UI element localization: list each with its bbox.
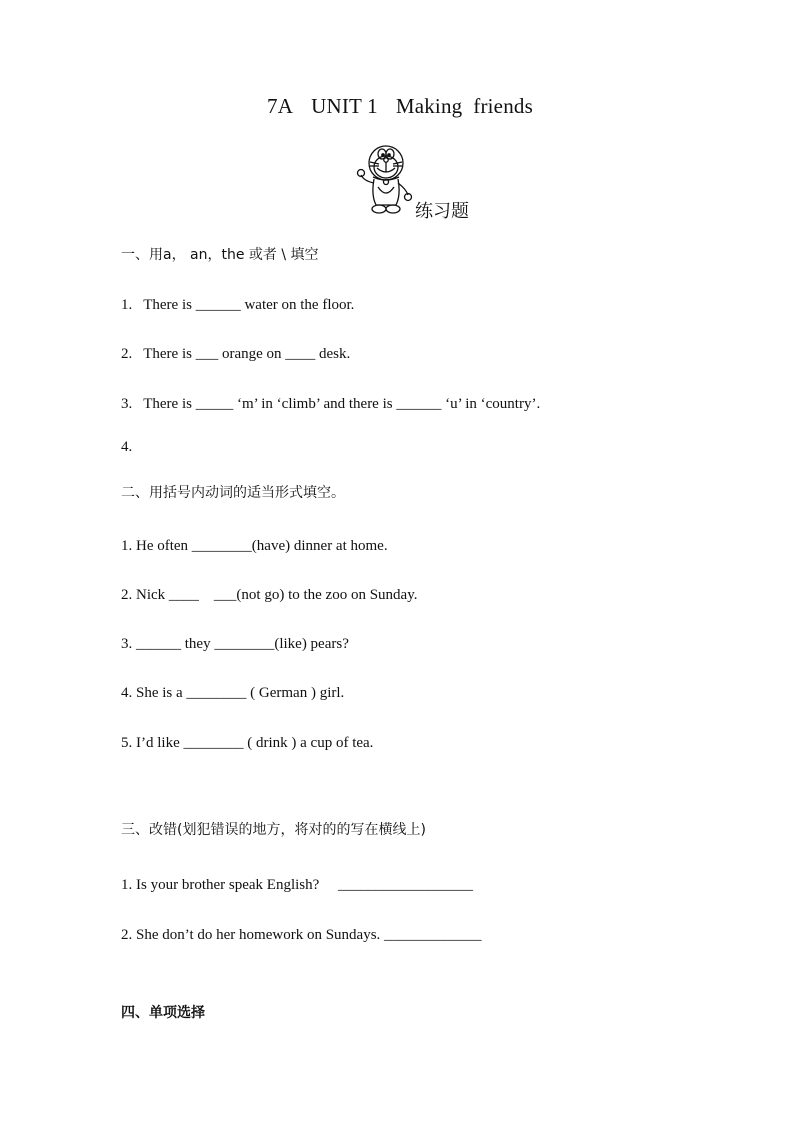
cartoon-cat-mascot-icon: [356, 143, 416, 217]
exercise-label: 练习题: [415, 201, 469, 222]
section3-item-1: 1. Is your brother speak English? __________________: [121, 877, 474, 893]
section3-heading: 三、改错(划犯错误的地方，将对的的写在横线上): [121, 822, 426, 838]
section1-item-4: 4.: [121, 439, 133, 455]
section1-heading: 一、用a， an，the 或者 \ 填空: [121, 247, 319, 263]
section2-item-2: 2. Nick ____ ___(not go) to the zoo on Sunday.: [121, 587, 418, 603]
section2-item-4: 4. She is a ________ ( German ) girl.: [121, 685, 345, 701]
section2-heading: 二、用括号内动词的适当形式填空。: [121, 485, 345, 501]
section2-item-1: 1. He often ________(have) dinner at home.: [121, 538, 388, 554]
section1-item-3: 3. There is _____ ‘m’ in ‘climb’ and there is ______ ‘u’ in ‘country’.: [121, 396, 541, 412]
title-grade: 7A: [267, 94, 294, 118]
section2-item-5: 5. I’d like ________ ( drink ) a cup of tea.: [121, 735, 374, 751]
page-title: [0, 94, 800, 119]
section2-item-3: 3. ______ they ________(like) pears?: [121, 636, 349, 652]
title-unit: UNIT 1: [311, 94, 378, 118]
section4-heading: 四、单项选择: [121, 1005, 205, 1021]
section3-item-2: 2. She don’t do her homework on Sundays. _____________: [121, 927, 482, 943]
section1-item-1: 1. There is ______ water on the floor.: [121, 297, 355, 313]
title-topic: Making friends: [395, 94, 533, 118]
section1-item-2: 2. There is ___ orange on ____ desk.: [121, 346, 351, 362]
